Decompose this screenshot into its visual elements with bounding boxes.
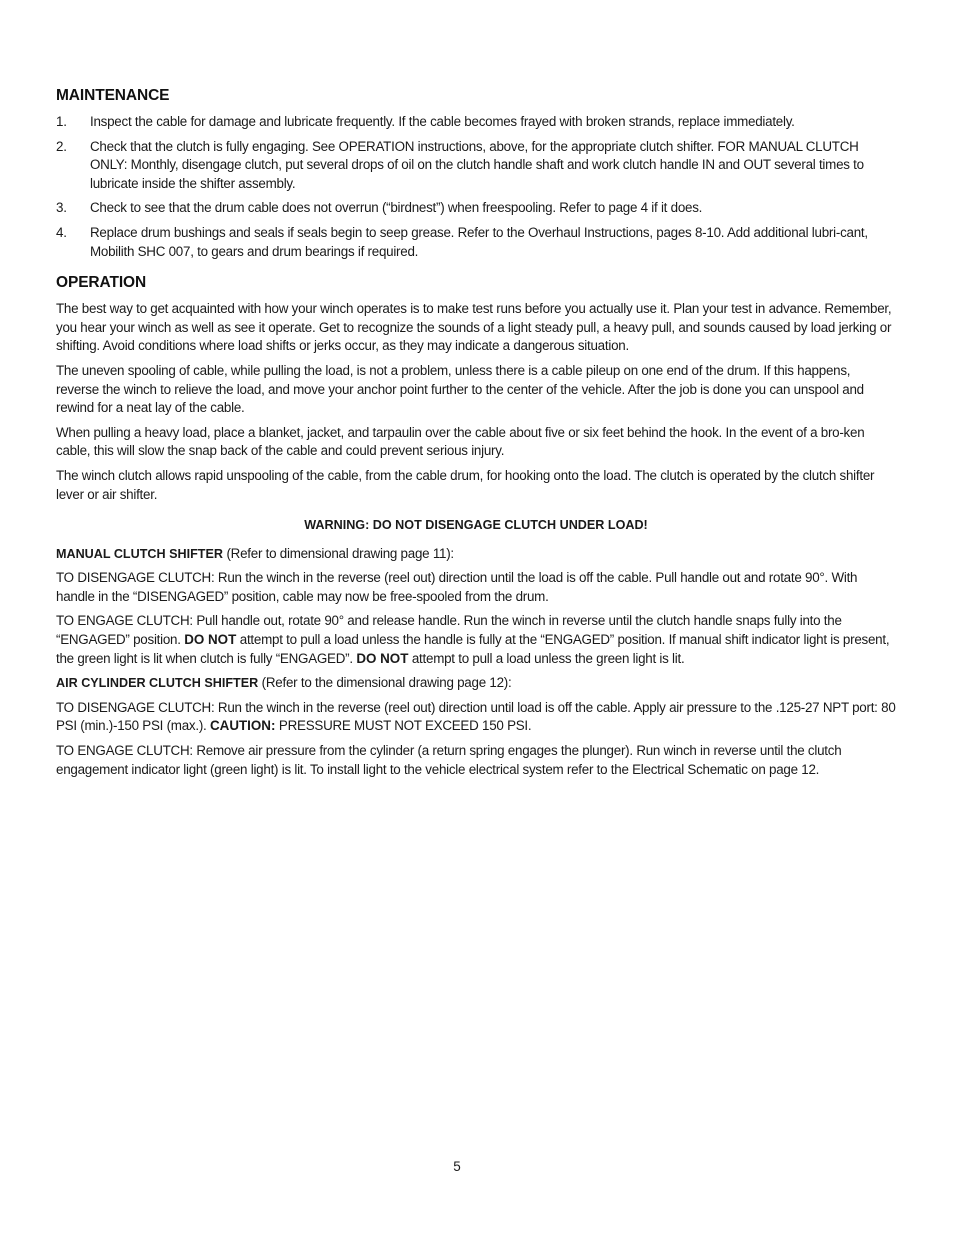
air-disengage-text: PRESSURE MUST NOT EXCEED 150 PSI.: [275, 718, 532, 734]
operation-paragraph: The best way to get acquainted with how your winch operates is to make test runs before you actually use it. Plan your test in advance. Remember, you hear your winch as well as see it operate. Get to recognize the sounds of a light steady pull, a heavy pull, and sounds caused by load jerking or shifting. Avoid conditions where load shifts or jerks occur, as they may indicate a dangerous situation.: [56, 301, 892, 354]
manual-engage-text: attempt to pull a load unless the green light is lit.: [408, 650, 685, 666]
list-item: [56, 199, 896, 218]
list-item-text: Check that the clutch is fully engaging. See OPERATION instructions, above, for the appropriate clutch shifter. FOR MANUAL CLUTCH ONLY: Monthly, disengage clutch, put several drops of oil on the clutch handle shaft and work clutch handle IN and OUT several times to lubricate inside the shifter assembly.: [90, 138, 864, 191]
list-item: [56, 224, 896, 261]
maintenance-heading: MAINTENANCE: [56, 87, 170, 104]
manual-engage-paragraph: [56, 612, 896, 668]
list-item-text: Check to see that the drum cable does not overrun (“birdnest”) when freespooling. Refer to page 4 if it does.: [90, 200, 703, 216]
manual-shifter-heading: MANUAL CLUTCH SHIFTER: [56, 546, 223, 561]
air-shifter-heading: AIR CYLINDER CLUTCH SHIFTER: [56, 676, 259, 691]
list-item-number: 4.: [56, 224, 67, 240]
warning-notice: WARNING: DO NOT DISENGAGE CLUTCH UNDER LOAD!: [304, 518, 648, 533]
air-disengage-paragraph: [56, 699, 896, 736]
operation-heading: OPERATION: [56, 274, 147, 292]
operation-paragraph: When pulling a heavy load, place a blanket, jacket, and tarpaulin over the cable about five or six feet behind the hook. In the event of a bro-ken cable, this will slow the snap back of the cable and could prevent serious injury.: [56, 424, 865, 459]
list-item: [56, 113, 896, 132]
list-item-number: 3.: [56, 200, 67, 216]
manual-engage-text: TO ENGAGE CLUTCH: Pull handle out, rotate 90° and release handle. Run the winch in reverse until the clutch handle snaps fully into the “ENGAGED” position.: [56, 613, 842, 648]
list-item-number: 2.: [56, 138, 67, 154]
caution-emphasis: CAUTION:: [209, 718, 276, 734]
page-number: 5: [453, 1159, 461, 1174]
air-engage-paragraph: TO ENGAGE CLUTCH: Remove air pressure from the cylinder (a return spring engages the plunger). Run winch in reverse until the clutch engagement indicator light (green light) is lit. To install light to the vehicle electrical system refer to the Electrical Schematic on page 12.: [56, 743, 842, 777]
operation-paragraph: The winch clutch allows rapid unspooling of the cable, from the cable drum, for hooking onto the load. The clutch is operated by the clutch shifter lever or air shifter.: [56, 467, 875, 502]
list-item: [56, 138, 896, 194]
air-shifter-heading-line: [56, 674, 896, 693]
manual-shifter-heading-note: (Refer to dimensional drawing page 11):: [222, 545, 454, 561]
manual-engage-text: attempt to pull a load unless the handle is fully at the “ENGAGED” position. If manual shift indicator light is present, the green light is lit when clutch is fully “ENGAGED”.: [56, 632, 890, 666]
list-item-number: 1.: [56, 114, 67, 129]
do-not-emphasis: DO NOT: [356, 650, 409, 666]
list-item-text: Inspect the cable for damage and lubricate frequently. If the cable becomes frayed with broken strands, replace immediately.: [90, 114, 795, 129]
operation-paragraph: The uneven spooling of cable, while pulling the load, is not a problem, unless there is a cable pileup on one end of the drum. If this happens, reverse the winch to relieve the load, and move your anchor point further to the center of the vehicle. After the job is done you can unspool and rewind for a neat lay of the cable.: [56, 362, 864, 416]
manual-shifter-heading-line: [56, 545, 896, 564]
air-shifter-heading-note: (Refer to the dimensional drawing page 12):: [258, 675, 512, 691]
maintenance-list: [56, 113, 896, 261]
do-not-emphasis: DO NOT: [184, 632, 237, 648]
document-page: [56, 86, 896, 785]
air-disengage-text: TO DISENGAGE CLUTCH: Run the winch in the reverse (reel out) direction until load is off the cable. Apply air pressure to the .125-27 NPT port: 80 PSI (min.)-150 PSI (max.).: [56, 699, 896, 734]
manual-disengage-paragraph: TO DISENGAGE CLUTCH: Run the winch in the reverse (reel out) direction until the load is off the cable. Pull handle out and rotate 90°. With handle in the “DISENGAGED” position, cable may now be free-spooled from the drum.: [56, 570, 858, 604]
list-item-text: Replace drum bushings and seals if seals begin to seep grease. Refer to the Overhaul Instructions, pages 8-10. Add additional lubri-cant, Mobilith SHC 007, to gears and drum bearings if required.: [90, 224, 868, 259]
